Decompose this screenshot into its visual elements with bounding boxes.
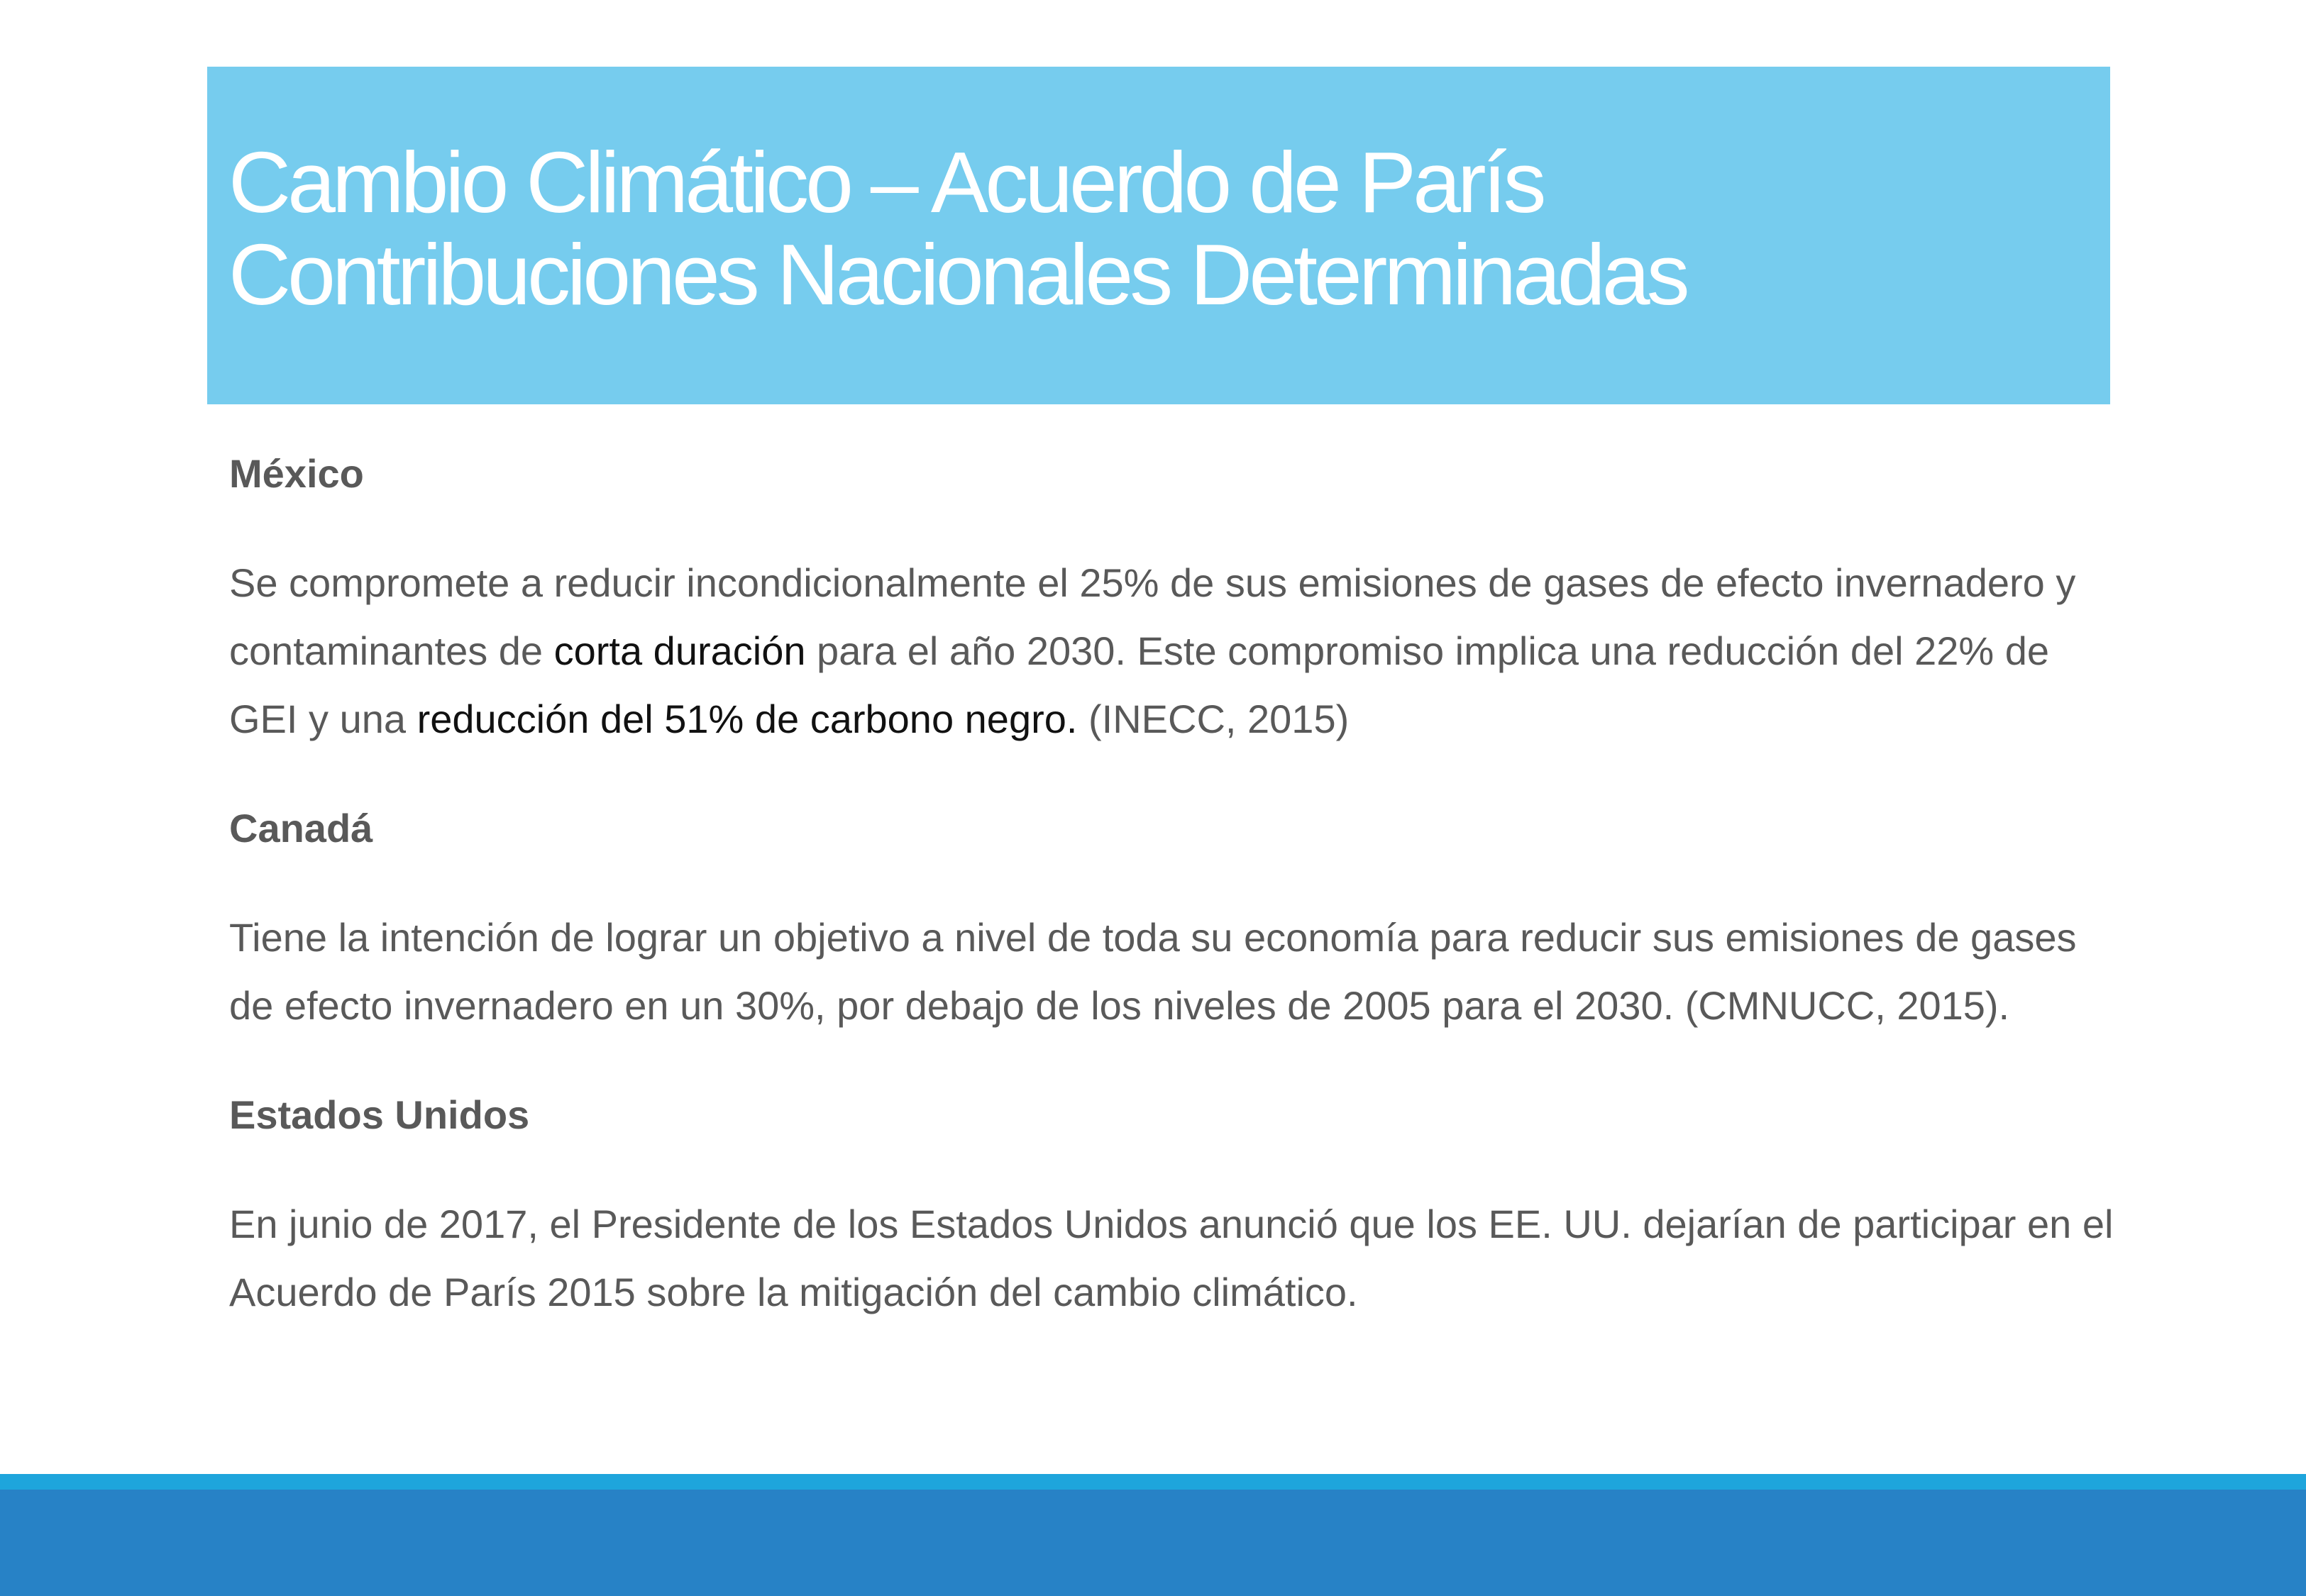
heading-canada: Canadá <box>229 806 373 850</box>
heading-usa: Estados Unidos <box>229 1092 530 1137</box>
slide-title-line-1: Cambio Climático – Acuerdo de París <box>228 134 1543 231</box>
paragraph-mexico-part-2: para el año 2030. Este compromiso implica una reducción del 22% de GEI y una <box>229 628 2050 741</box>
emphasis-corta-duracion: corta duración <box>553 628 806 673</box>
slide-body <box>229 440 2117 1368</box>
slide-title-line-2: Contribuciones Nacionales Determinadas <box>228 226 1687 323</box>
paragraph-canada: Tiene la intención de lograr un objetivo a nivel de toda su economía para reducir sus emisiones de gases de efecto invernadero en un 30%, por debajo de los niveles de 2005 para el 2030. (CMNUCC, 2015). <box>229 915 2077 1028</box>
paragraph-mexico <box>229 549 2117 753</box>
heading-mexico: México <box>229 451 364 496</box>
footer-stripe <box>0 1474 2306 1490</box>
emphasis-carbono-negro: reducción del 51% de carbono negro. <box>416 697 1078 741</box>
paragraph-usa: En junio de 2017, el Presidente de los Estados Unidos anunció que los EE. UU. dejarían de participar en el Acuerdo de París 2015 sobre la mitigación del cambio climático. <box>229 1202 2114 1314</box>
title-banner <box>207 67 2110 404</box>
footer-bar <box>0 1490 2306 1596</box>
paragraph-mexico-citation: (INECC, 2015) <box>1077 697 1350 741</box>
paragraph-mexico-part-1: Se compromete a reducir incondicionalmente el 25% de sus emisiones de gases de efecto invernadero y contaminantes de <box>229 560 2076 673</box>
